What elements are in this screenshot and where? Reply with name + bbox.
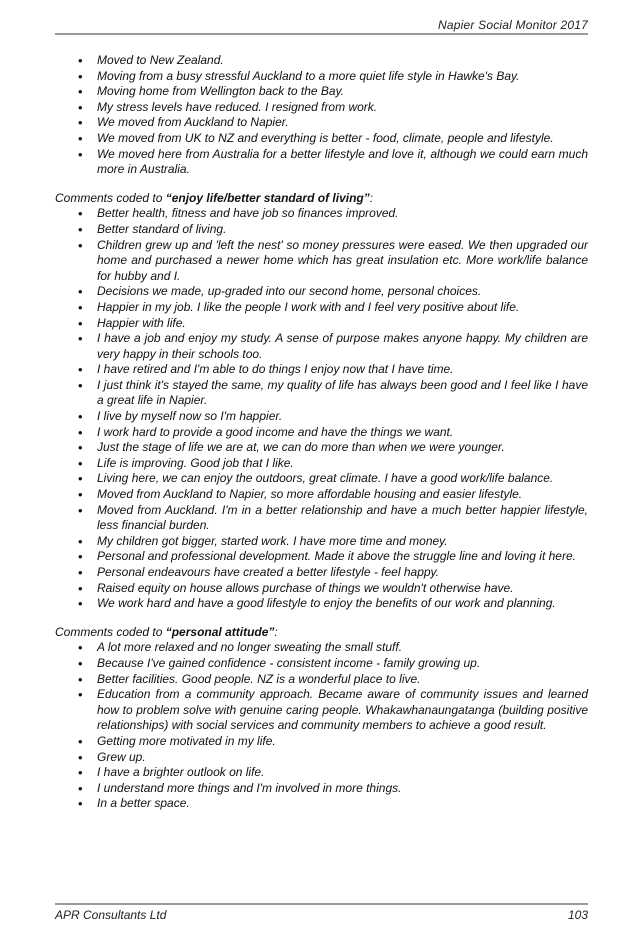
list-item: • I work hard to provide a good income and have the things we want. [55,425,588,441]
section-heading-suffix: : [274,624,278,639]
section-list [55,640,588,812]
list-item: • Living here, we can enjoy the outdoors, great climate. I have a good work/life balance. [55,471,588,487]
section-heading-code: “personal attitude” [165,624,275,639]
list-item: • In a better space. [55,796,588,812]
list-item: • I have a brighter outlook on life. [55,765,588,781]
section-heading-prefix: Comments coded to [55,190,166,205]
list-item: • Life is improving. Good job that I like. [55,456,588,472]
list-item: • Moving from a busy stressful Auckland to a more quiet life style in Hawke's Bay. [55,69,588,85]
list-item: • Moving home from Wellington back to the Bay. [55,84,588,100]
list-item: • I live by myself now so I'm happier. [55,409,588,425]
section-list [55,206,588,611]
list-item: • Better health, fitness and have job so finances improved. [55,206,588,222]
list-item: • Children grew up and 'left the nest' so money pressures were eased. We then upgraded our home and purchased a newer home which has great insulation etc. More work/life balance for hubby and I. [55,238,588,285]
list-item: • Because I've gained confidence - consistent income - family growing up. [55,656,588,672]
list-item: • Education from a community approach. Became aware of community issues and learned how to problem solve with genuine caring people. Whakawhanaungatanga (building positive relationships) with social services and community members to achieve a good result. [55,687,588,734]
footer-company: APR Consultants Ltd [55,908,167,922]
section-heading-prefix: Comments coded to [55,624,166,639]
section-personal-attitude [55,625,588,812]
sections [55,191,588,812]
list-item: • Happier in my job. I like the people I work with and I feel very positive about life. [55,300,588,316]
list-item: • My stress levels have reduced. I resigned from work. [55,100,588,116]
list-item: • Better facilities. Good people. NZ is a wonderful place to live. [55,672,588,688]
list-item: • I have retired and I'm able to do things I enjoy now that I have time. [55,362,588,378]
section-heading-code: “enjoy life/better standard of living” [165,190,370,205]
list-item: • We work hard and have a good lifestyle to enjoy the benefits of our work and planning. [55,596,588,612]
list-item: • Decisions we made, up-graded into our second home, personal choices. [55,284,588,300]
list-item: • Moved from Auckland to Napier, so more affordable housing and easier lifestyle. [55,487,588,503]
list-item: • Personal and professional development. Made it above the struggle line and loving it here. [55,549,588,565]
section-enjoy-life [55,191,588,612]
list-item: • Grew up. [55,750,588,766]
section-heading [55,191,588,207]
list-item: • Getting more motivated in my life. [55,734,588,750]
section-heading-suffix: : [369,190,374,205]
list-item: • A lot more relaxed and no longer sweating the small stuff. [55,640,588,656]
list-item: • I have a job and enjoy my study. A sense of purpose makes anyone happy. My children are very happy in their schools too. [55,331,588,362]
list-item: • I just think it's stayed the same, my quality of life has always been good and I feel like I have a great life in Napier. [55,378,588,409]
list-item: • Just the stage of life we are at, we can do more than when we were younger. [55,440,588,456]
list-item: • Better standard of living. [55,222,588,238]
list-item: • Moved from Auckland. I'm in a better relationship and have a much better happier lifestyle, less financial burden. [55,503,588,534]
list-item: • We moved here from Australia for a better lifestyle and love it, although we could earn much more in Australia. [55,147,588,178]
list-item: • Raised equity on house allows purchase of things we wouldn't otherwise have. [55,581,588,597]
list-item: • Happier with life. [55,316,588,332]
list-item: • Personal endeavours have created a better lifestyle - feel happy. [55,565,588,581]
page-number: 103 [567,908,588,922]
header-rule [55,33,588,35]
section-heading [55,625,588,641]
list-item: • We moved from UK to NZ and everything is better - food, climate, people and lifestyle. [55,131,588,147]
footer-rule [55,903,588,905]
list-item: • My children got bigger, started work. I have more time and money. [55,534,588,550]
intro-list [55,53,588,178]
list-item: • I understand more things and I'm involved in more things. [55,781,588,797]
header-title: Napier Social Monitor 2017 [438,18,588,32]
list-item: • We moved from Auckland to Napier. [55,115,588,131]
list-item: • Moved to New Zealand. [55,53,588,69]
page-content [55,53,588,812]
